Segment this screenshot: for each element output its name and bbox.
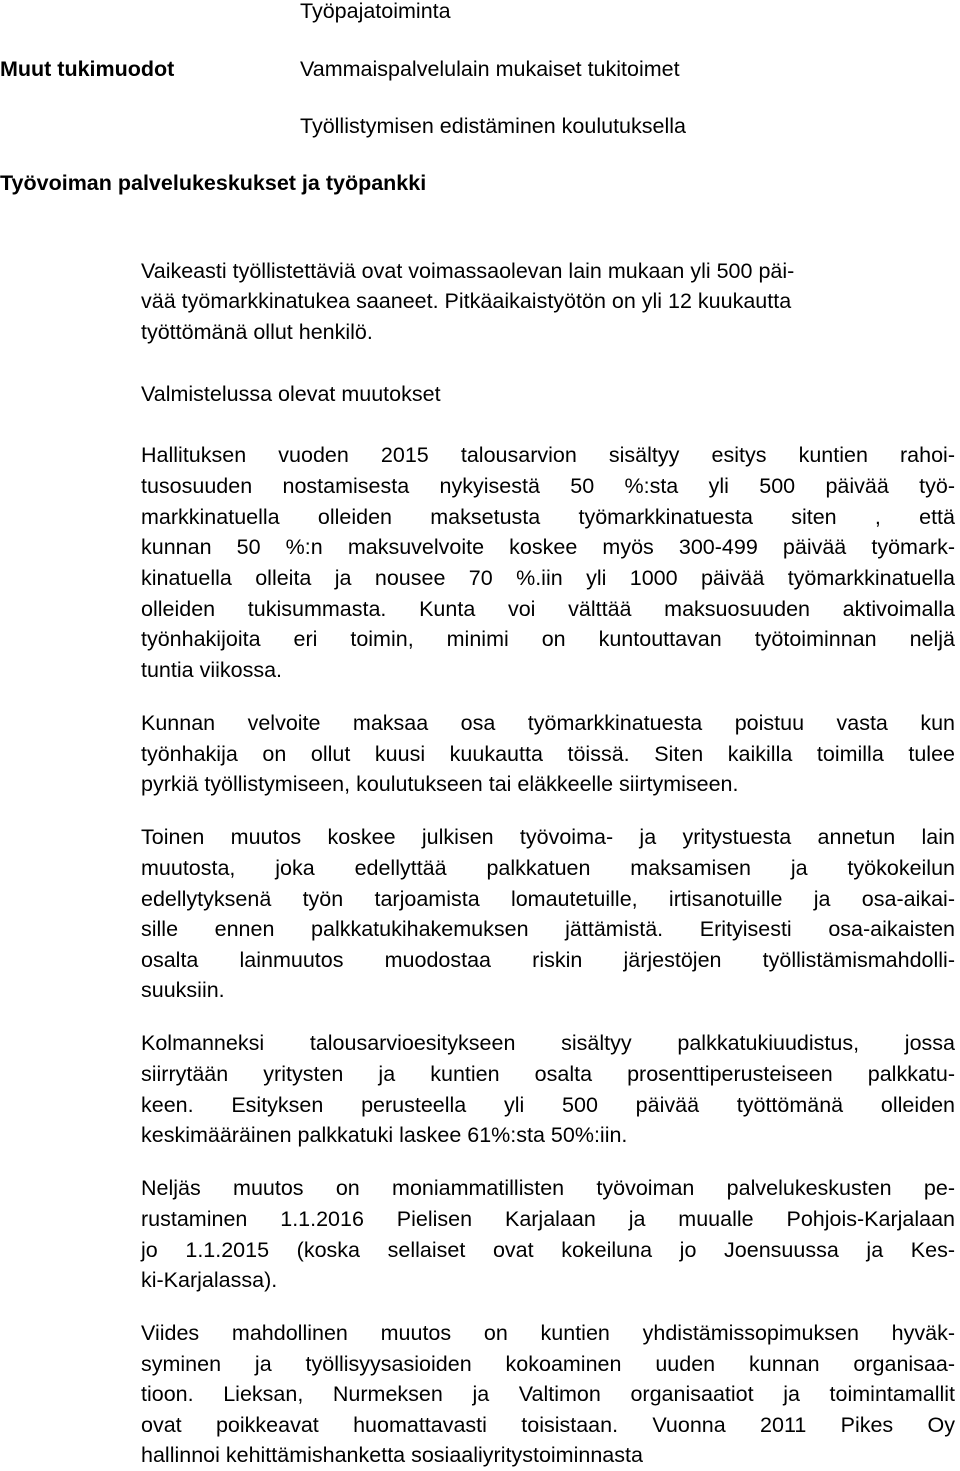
text-line: työnhakija on ollut kuusi kuukautta töissä. Siten kaikilla toimilla tulee: [141, 742, 955, 766]
text-line: Viides mahdollinen muutos on kuntien yhdistämissopimuksen hyväk-: [141, 1321, 955, 1345]
text-line: hallinnoi kehittämishanketta sosiaaliyritystoiminnasta: [141, 1443, 643, 1467]
text-line: syminen ja työllisyysasioiden kokoaminen uuden kunnan organisaa-: [141, 1352, 955, 1376]
text-line: keen. Esityksen perusteella yli 500 päivää työttömänä olleiden: [141, 1093, 955, 1117]
text-line: Kunnan velvoite maksaa osa työmarkkinatuesta poistuu vasta kun: [141, 711, 955, 735]
text-line: markkinatuella olleiden maksetusta työmarkkinatuesta siten , että: [141, 505, 955, 529]
text-line: vää työmarkkinatukea saaneet. Pitkäaikaistyötön on yli 12 kuukautta: [141, 289, 792, 313]
text-line: osalta lainmuutos muodostaa riskin järjestöjen työllistämismahdolli-: [141, 948, 955, 972]
text-line: suuksiin.: [141, 978, 225, 1002]
text-line: tuntia viikossa.: [141, 658, 283, 682]
text-line: Kolmanneksi talousarvioesitykseen sisältyy palkkatukiuudistus, jossa: [141, 1031, 955, 1055]
text-line: Toinen muutos koskee julkisen työvoima- ja yritystuesta annetun lain: [141, 825, 955, 849]
text-line: rustaminen 1.1.2016 Pielisen Karjalaan ja muualle Pohjois-Karjalaan: [141, 1207, 955, 1231]
list-item-tyopajatoiminta: Työpajatoiminta: [300, 0, 451, 23]
text-line: keskimääräinen palkkatuki laskee 61%:sta 50%:iin.: [141, 1123, 628, 1147]
list-item-koulutus: Työllistymisen edistäminen koulutuksella: [300, 114, 686, 138]
text-line: Neljäs muutos on moniammatillisten työvoiman palvelukeskusten pe-: [141, 1176, 955, 1200]
text-line: jo 1.1.2015 (koska sellaiset ovat kokeiluna jo Joensuussa ja Kes-: [141, 1238, 955, 1262]
section-heading: Työvoiman palvelukeskukset ja työpankki: [0, 171, 427, 195]
text-line: kunnan 50 %:n maksuvelvoite koskee myös 300-499 päivää työmark-: [141, 535, 955, 559]
list-item-vammaispalvelu: Vammaispalvelulain mukaiset tukitoimet: [300, 57, 680, 81]
text-line: ovat poikkeavat huomattavasti toisistaan. Vuonna 2011 Pikes Oy: [141, 1413, 955, 1437]
text-line: tusosuuden nostamisesta nykyisestä 50 %:sta yli 500 päivää työ-: [141, 474, 955, 498]
text-line: olleiden tukisummasta. Kunta voi välttää maksuosuuden aktivoimalla: [141, 597, 955, 621]
text-line: edellytyksenä työn tarjoamista lomautetuille, irtisanotuille ja osa-aikai-: [141, 887, 955, 911]
text-line: pyrkiä työllistymiseen, koulutukseen tai eläkkeelle siirtymiseen.: [141, 772, 739, 796]
label-muut-tukimuodot: Muut tukimuodot: [0, 57, 175, 81]
text-line: siirrytään yritysten ja kuntien osalta prosenttiperusteiseen palkkatu-: [141, 1062, 955, 1086]
text-line: muutosta, joka edellyttää palkkatuen maksamisen ja työkokeilun: [141, 856, 955, 880]
text-line: kinatuella olleita ja nousee 70 %.iin yli 1000 päivää työmarkkinatuella: [141, 566, 955, 590]
text-line: Hallituksen vuoden 2015 talousarvion sisältyy esitys kuntien rahoi-: [141, 443, 955, 467]
text-line: työttömänä ollut henkilö.: [141, 320, 373, 344]
text-line: sille ennen palkkatukihakemuksen jättämistä. Erityisesti osa-aikaisten: [141, 917, 955, 941]
text-line: Vaikeasti työllistettäviä ovat voimassaolevan lain mukaan yli 500 päi-: [141, 259, 795, 283]
text-line: ki-Karjalassa).: [141, 1268, 278, 1292]
text-line: tioon. Lieksan, Nurmeksen ja Valtimon organisaatiot ja toimintamallit: [141, 1382, 955, 1406]
text-line: työnhakijoita eri toimin, minimi on kuntouttavan työtoiminnan neljä: [141, 627, 955, 651]
subheading: Valmistelussa olevat muutokset: [141, 382, 441, 406]
